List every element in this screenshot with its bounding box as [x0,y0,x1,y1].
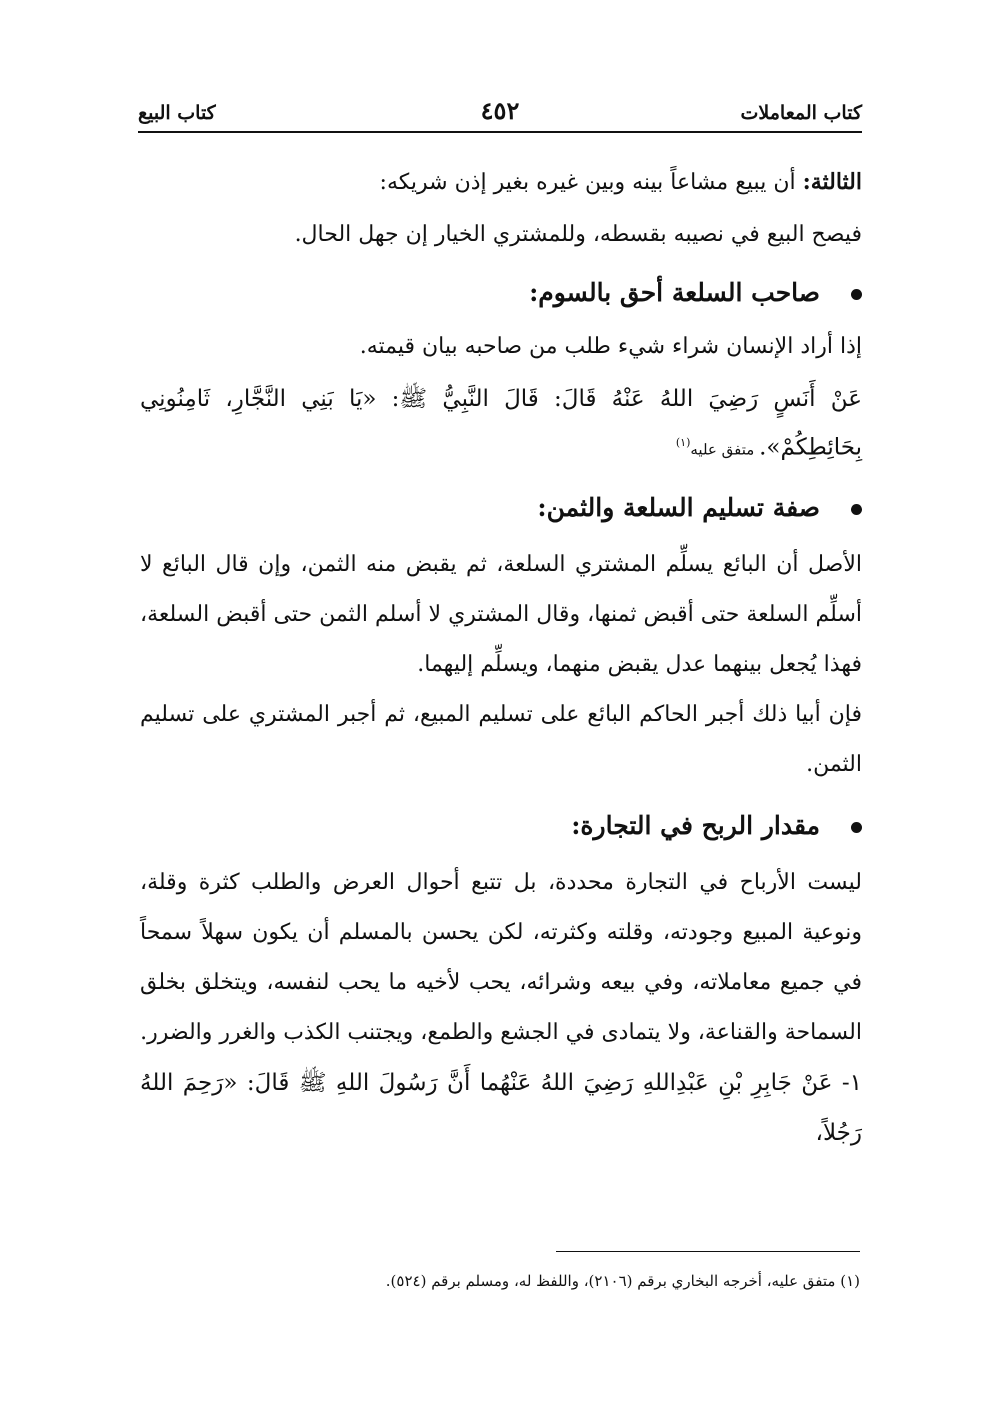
paragraph-third-case [140,160,862,205]
bullet-icon [851,289,862,300]
header-chapter-title: كتاب البيع [138,102,216,124]
section-heading-bargaining [140,267,862,319]
paragraph-delivery-rule: الأصل أن البائع يسلِّم المشتري السلعة، ثم يقبض منه الثمن، وإن قال البائع لا أسلِّم السلعة حتى أقبض ثمنها، وقال المشتري لا أسلم الثمن حتى أقبض السلعة، فهذا يُجعل بينهما عدل يقبض منهما، ويسلِّم إليهما. [140,551,862,677]
page-content [140,160,862,1158]
paragraph-price-request: إذا أراد الإنسان شراء شيء طلب من صاحبه بيان قيمته. [359,334,862,359]
footnote-divider [556,1251,860,1252]
hadith-grading: متفق عليه [690,440,760,459]
heading-text: صاحب السلعة أحق بالسوم: [529,278,820,307]
footnote: (١) متفق عليه، أخرجه البخاري برقم (٢١٠٦)، واللفظ له، ومسلم برقم (٥٢٤). [385,1272,860,1290]
paragraph-label: الثالثة: [802,169,862,195]
heading-text: مقدار الربح في التجارة: [571,810,820,840]
paragraph-profit: ليست الأرباح في التجارة محددة، بل تتبع أحوال العرض والطلب كثرة وقلة، ونوعية المبيع وجودته، وقلته وكثرته، لكن يحسن بالمسلم أن يكون سهلاً سمحاً في جميع معاملاته، وفي بيعه وشرائه، يحب لأخيه ما يحب لنفسه، ويتخلق بخلق السماحة والقناعة، ولا يتمادى في الجشع والطمع، ويجتنب الكذب والغرر والضرر. [140,869,862,1045]
page-number: ٤٥٢ [480,96,520,125]
paragraph-text: أن يبيع مشاعاً بينه وبين غيره بغير إذن شريكه: [379,170,803,195]
running-header [138,96,862,132]
hadith-jabir: ١- عَنْ جَابِرِ بْنِ عَبْدِاللهِ رَضِيَ اللهُ عَنْهُما أَنَّ رَسُولَ اللهِ ﷺ قَالَ: «رَحِمَ اللهُ رَجُلاً، [140,1069,862,1146]
bullet-icon [851,504,862,515]
bullet-icon [851,822,862,833]
section-heading-profit [140,800,862,852]
heading-text: صفة تسليم السلعة والثمن: [537,492,820,522]
paragraph-judge-ruling: فإن أبيا ذلك أجبر الحاكم البائع على تسليم المبيع، ثم أجبر المشتري على تسليم الثمن. [140,701,862,777]
header-divider [138,131,862,133]
footnote-ref: (١) [675,436,691,449]
header-book-title: كتاب المعاملات [740,102,862,124]
hadith-text: عَنْ أَنَسٍ رَضِيَ اللهُ عَنْهُ قَالَ: قَالَ النَّبِيُّ ﷺ: «يَا بَنِي النَّجَّارِ، ثَامِنُونِي بِحَائِطِكُمْ». [140,386,862,461]
section-heading-delivery [140,482,862,534]
paragraph-ruling: فيصح البيع في نصيبه بقسطه، وللمشتري الخيار إن جهل الحال. [294,222,862,247]
hadith-anas [140,377,862,472]
